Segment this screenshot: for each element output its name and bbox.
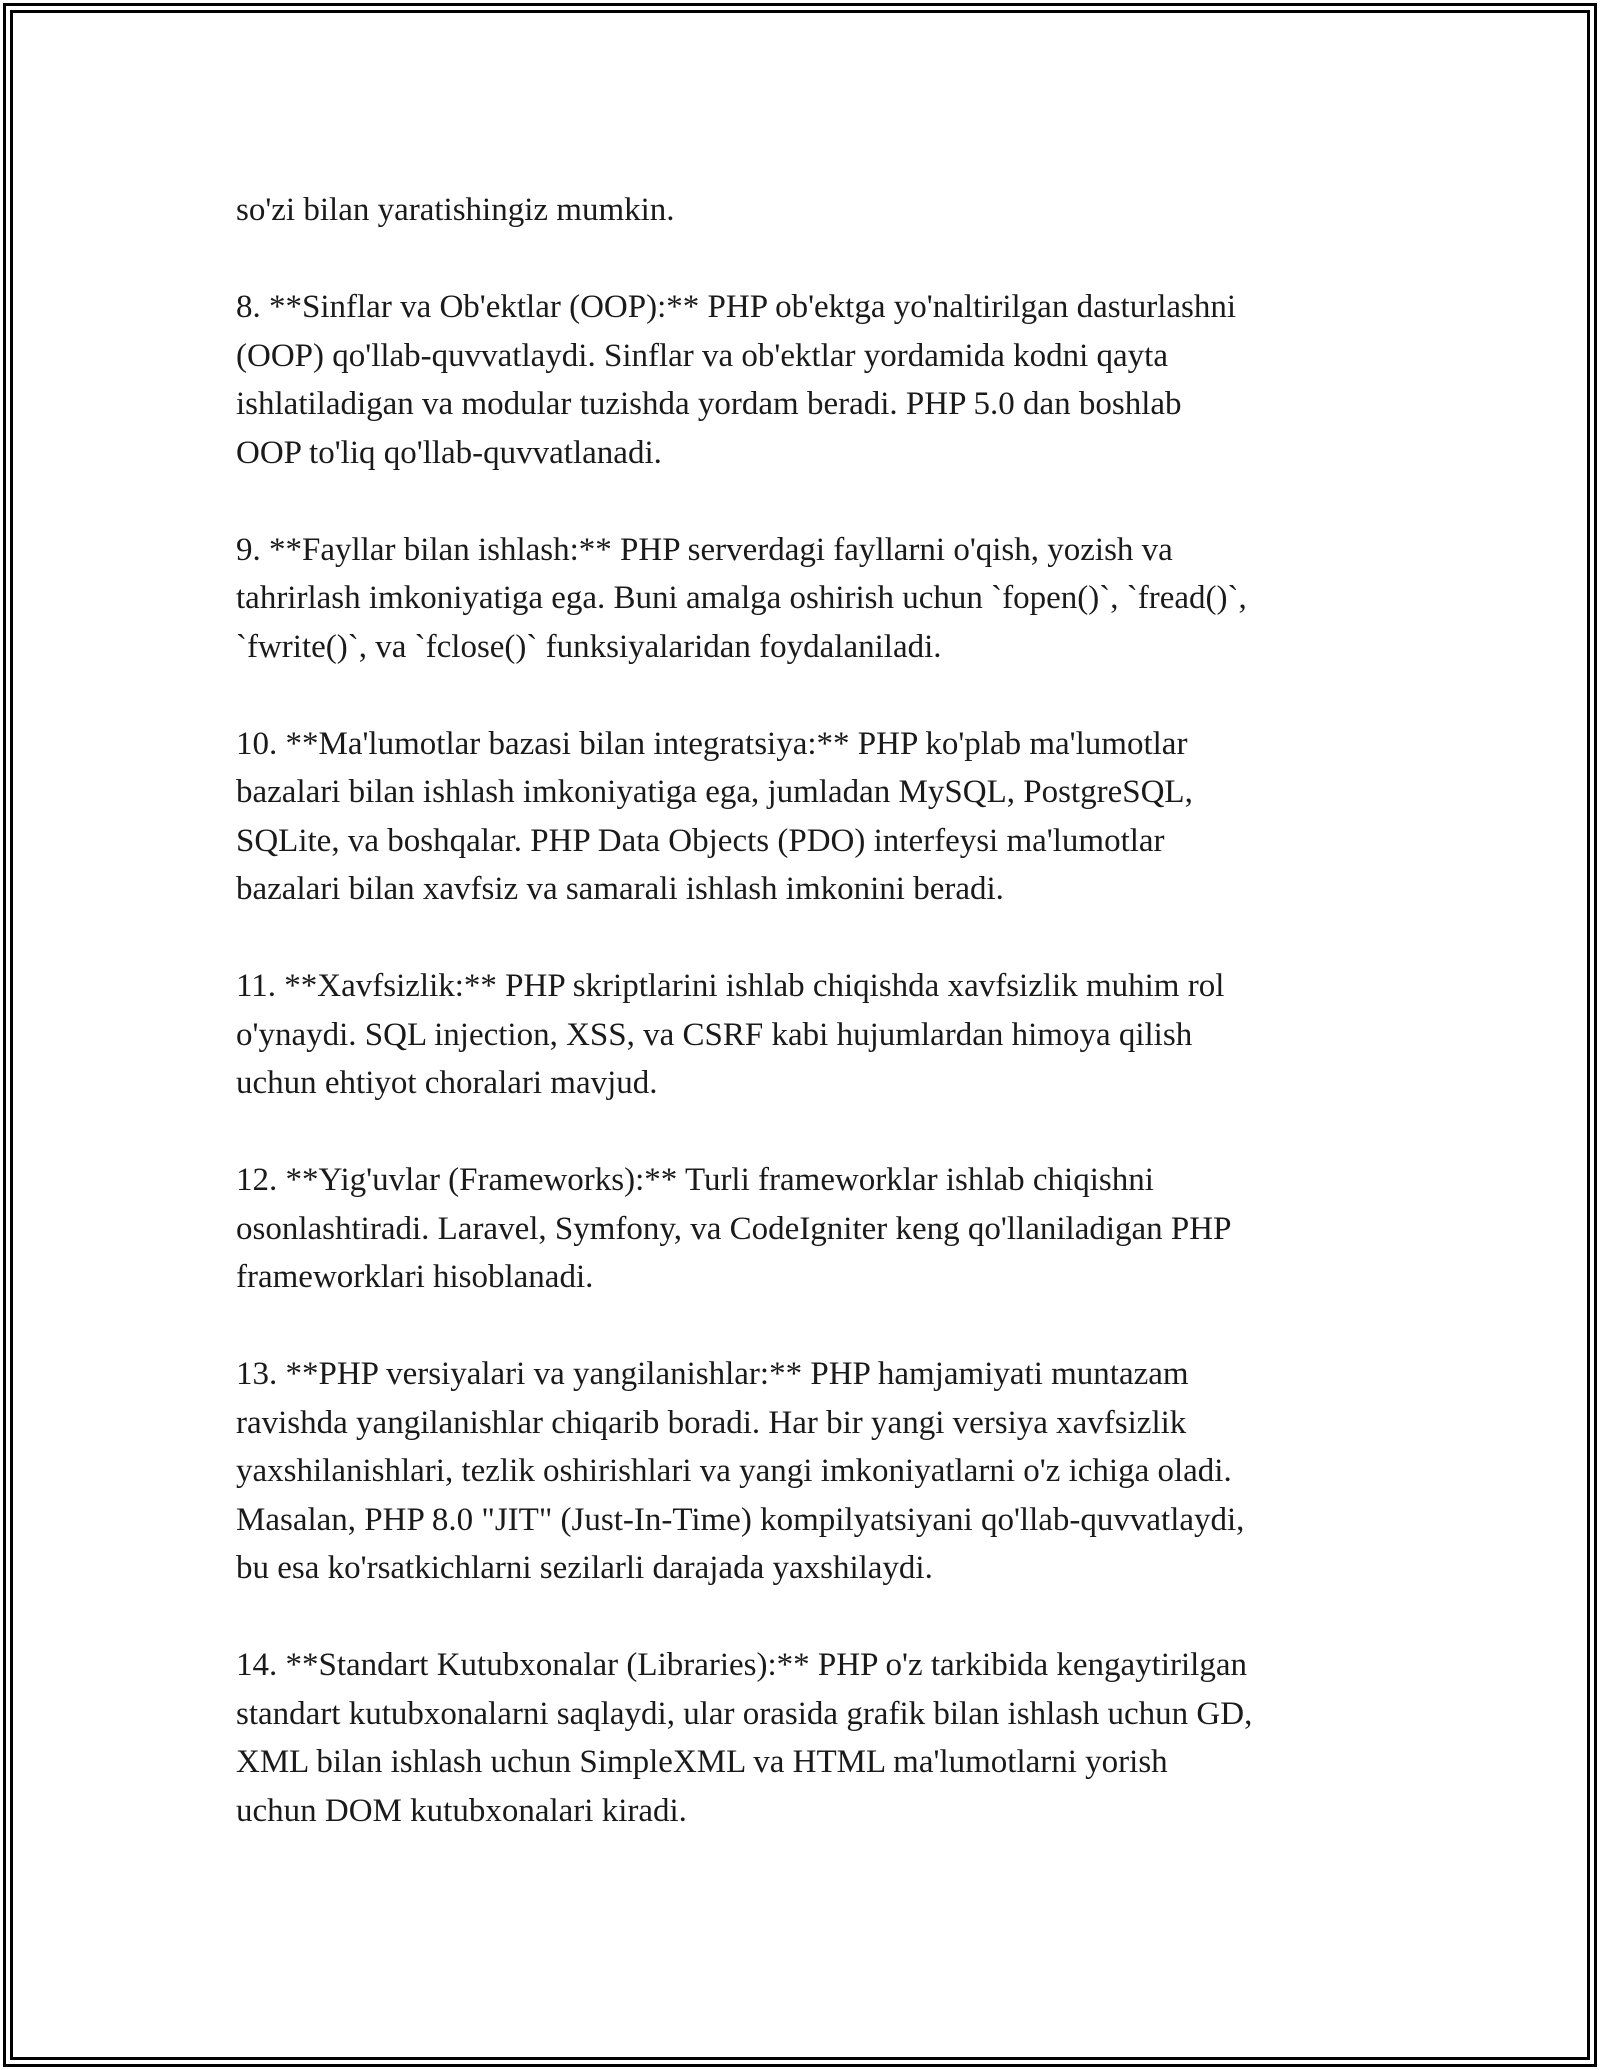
paragraph-item-12 <box>236 1156 1386 1302</box>
paragraph-continuation <box>236 186 1386 235</box>
text-line: uchun ehtiyot choralari mavjud. <box>236 1065 658 1101</box>
paragraph-item-11 <box>236 962 1386 1108</box>
document-body <box>236 186 1386 1884</box>
text-line: o'ynaydi. SQL injection, XSS, va CSRF kabi hujumlardan himoya qilish <box>236 1016 1193 1053</box>
text-line: so'zi bilan yaratishingiz mumkin. <box>236 192 675 228</box>
text-line: 10. **Ma'lumotlar bazasi bilan integratsiya:** PHP ko'plab ma'lumotlar <box>236 725 1188 762</box>
paragraph-item-10 <box>236 720 1386 914</box>
text-line: osonlashtiradi. Laravel, Symfony, va CodeIgniter keng qo'llaniladigan PHP <box>236 1210 1232 1247</box>
text-line: 14. **Standart Kutubxonalar (Libraries):** PHP o'z tarkibida kengaytirilgan <box>236 1647 1247 1683</box>
text-line: uchun DOM kutubxonalari kiradi. <box>236 1792 687 1829</box>
paragraph-item-13 <box>236 1350 1386 1593</box>
text-line: OOP to'liq qo'llab-quvvatlanadi. <box>236 434 662 471</box>
text-line: XML bilan ishlash uchun SimpleXML va HTML ma'lumotlarni yorish <box>236 1744 1168 1780</box>
text-line: ishlatiladigan va modular tuzishda yordam beradi. PHP 5.0 dan boshlab <box>236 386 1182 422</box>
text-line: bazalari bilan ishlash imkoniyatiga ega, jumladan MySQL, PostgreSQL, <box>236 774 1193 810</box>
paragraph-item-8 <box>236 283 1386 477</box>
paragraph-item-9 <box>236 526 1386 672</box>
text-line: (OOP) qo'llab-quvvatlaydi. Sinflar va ob'ektlar yordamida kodni qayta <box>236 337 1168 374</box>
text-line: 12. **Yig'uvlar (Frameworks):** Turli frameworklar ishlab chiqishni <box>236 1162 1154 1198</box>
text-line: 8. **Sinflar va Ob'ektlar (OOP):** PHP ob'ektga yo'naltirilgan dasturlashni <box>236 289 1237 325</box>
text-line: SQLite, va boshqalar. PHP Data Objects (PDO) interfeysi ma'lumotlar <box>236 822 1165 859</box>
text-line: ravishda yangilanishlar chiqarib boradi. Har bir yangi versiya xavfsizlik <box>236 1404 1187 1441</box>
text-line: tahrirlash imkoniyatiga ega. Buni amalga oshirish uchun `fopen()`, `fread()`, <box>236 580 1247 616</box>
text-line: 9. **Fayllar bilan ishlash:** PHP serverdagi fayllarni o'qish, yozish va <box>236 531 1173 568</box>
text-line: 11. **Xavfsizlik:** PHP skriptlarini ishlab chiqishda xavfsizlik muhim rol <box>236 968 1225 1004</box>
text-line: 13. **PHP versiyalari va yangilanishlar:** PHP hamjamiyati muntazam <box>236 1356 1189 1392</box>
text-line: `fwrite()`, va `fclose()` funksiyalaridan foydalaniladi. <box>236 628 942 665</box>
text-line: frameworklari hisoblanadi. <box>236 1259 594 1295</box>
paragraph-item-14 <box>236 1641 1386 1835</box>
text-line: Masalan, PHP 8.0 "JIT" (Just-In-Time) kompilyatsiyani qo'llab-quvvatlaydi, <box>236 1501 1245 1538</box>
text-line: bu esa ko'rsatkichlarni sezilarli darajada yaxshilaydi. <box>236 1550 933 1586</box>
text-line: standart kutubxonalarni saqlaydi, ular orasida grafik bilan ishlash uchun GD, <box>236 1695 1253 1732</box>
text-line: yaxshilanishlari, tezlik oshirishlari va yangi imkoniyatlarni o'z ichiga oladi. <box>236 1453 1232 1489</box>
text-line: bazalari bilan xavfsiz va samarali ishlash imkonini beradi. <box>236 871 1004 907</box>
